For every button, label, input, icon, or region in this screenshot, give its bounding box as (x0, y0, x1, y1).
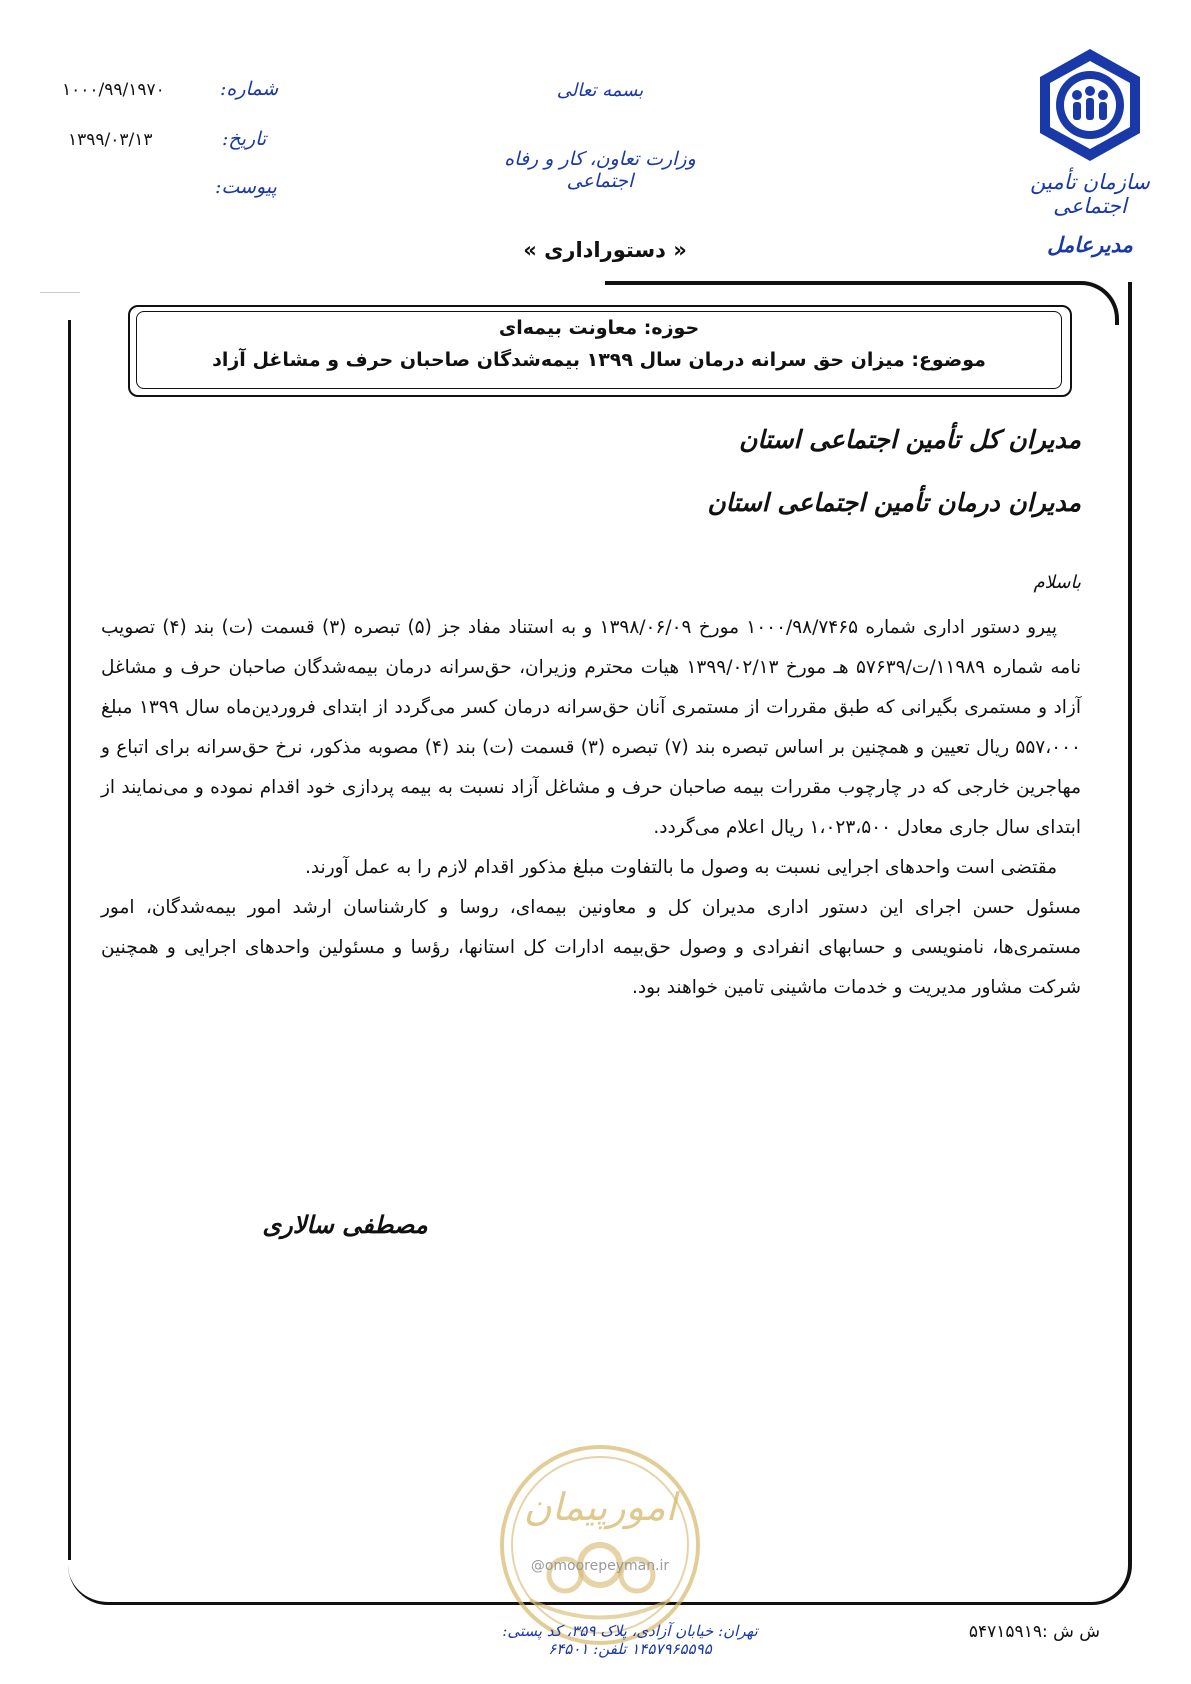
body-paragraph: مقتضی است واحدهای اجرایی نسبت به وصول ما بالتفاوت مبلغ مذکور اقدام لازم را به عمل آورند. (304, 857, 1057, 878)
recipient-general-directors: مدیران کل تأمین اجتماعی استان (739, 425, 1081, 454)
subject-line: موضوع: میزان حق سرانه درمان سال ۱۳۹۹ بیمه‌شدگان صاحبان حرف و مشاغل آزاد (212, 349, 986, 371)
date-label: تاریخ: (222, 128, 267, 150)
basmala: بسمه تعالی (556, 80, 644, 101)
letter-body (101, 608, 1081, 1008)
svg-text:امورپیمان: امورپیمان (523, 1485, 677, 1529)
attachment-label: پیوست: (215, 176, 277, 198)
document-type: « دستوراداری » (523, 238, 687, 262)
number-label: شماره: (220, 78, 279, 100)
subject-box (136, 311, 1062, 389)
date-value: ۱۳۹۹/۰۳/۱۳ (68, 130, 153, 150)
frame-left-border (68, 320, 71, 1560)
body-paragraph: پیرو دستور اداری شماره ۱۰۰۰/۹۸/۷۴۶۵ مورخ ۱۳۹۸/۰۶/۰۹ و به استناد مفاد جز (۵) تبصره (۳) قسمت (ت) بند (۴) تصویب نامه شماره ۱۱۹۸۹/ت/۵۷۶۳۹ هـ مورخ ۱۳۹۹/۰۲/۱۳ هیات محترم وزیران، حق‌سرانه درمان بیمه‌شدگان صاحبان حرف و مشاغل آزاد و مستمری بگیرانی که طبق مقررات از مستمری آنان حق‌سرانه درمان کسر می‌گردد از ابتدای فروردین‌ماه سال ۱۳۹۹ مبلغ ۵۵۷،۰۰۰ ریال تعیین و همچنین بر اساس تبصره بند (۷) تبصره (۳) قسمت (ت) بند (۴) مصوبه مذکور، نرخ حق‌سرانه برای اتباع و مهاجرین خارجی که در چارچوب مقررات بیمه صاحبان حرف و مشاغل آزاد نسبت به بیمه پردازی خود اقدام نموده و می‌نمایند از ابتدای سال جاری معادل ۱،۰۲۳،۵۰۰ ریال اعلام می‌گردد. (101, 617, 1082, 838)
greeting: باسلام (1033, 572, 1081, 593)
organization-name: سازمان تأمین اجتماعی (1030, 170, 1150, 218)
footer-address: تهران: خیابان آزادی، پلاک ۳۵۹، کد پستی: ۱۴۵۷۹۶۵۵۹۵ تلفن: ۶۴۵۰۱ (502, 1622, 758, 1658)
stamp-seal-icon (495, 1440, 705, 1650)
domain-line: حوزه: معاونت بیمه‌ای (498, 317, 700, 339)
body-paragraph: مسئول حسن اجرای این دستور اداری مدیران کل و معاونین بیمه‌ای، روسا و کارشناسان ارشد امور بیمه‌شدگان، امور مستمری‌ها، نامنویسی و حسابهای انفرادی و وصول حق‌بیمه ادارات کل استانها، رؤسا و مسئولین واحدهای اجرایی و همچنین شرکت مشاور مدیریت و خدمات ماشینی تامین خواهند بود. (101, 897, 1081, 998)
signature: مصطفی سالاری (262, 1210, 428, 1239)
number-value: ۱۰۰۰/۹۹/۱۹۷۰ (62, 80, 165, 100)
director-title: مدیرعامل (1047, 232, 1133, 257)
watermark-url: @omoorepeyman.ir (530, 1558, 670, 1574)
social-security-logo-icon (1030, 45, 1150, 165)
footer-code: ش ش :۵۴۷۱۵۹۱۹ (968, 1622, 1100, 1642)
recipient-treatment-directors: مدیران درمان تأمین اجتماعی استان (707, 488, 1081, 517)
watermark-stamp (495, 1440, 705, 1650)
ministry-name: وزارت تعاون، کار و رفاه اجتماعی (504, 148, 696, 192)
